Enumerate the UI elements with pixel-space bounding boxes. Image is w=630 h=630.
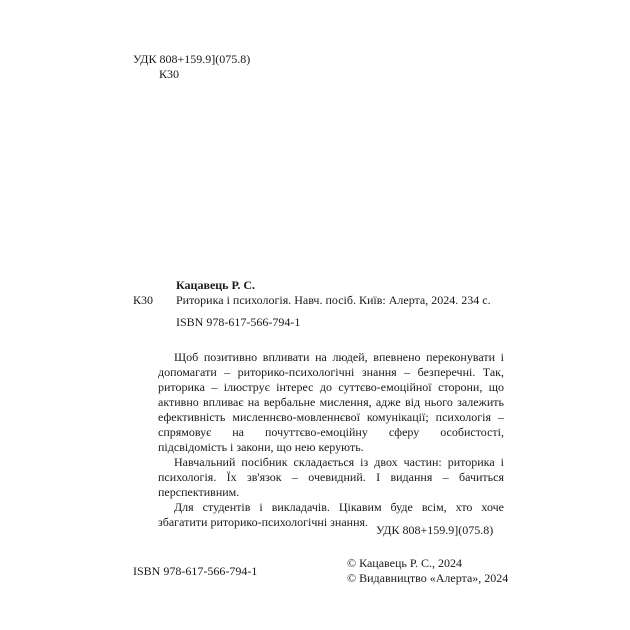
isbn-bottom: ISBN 978-617-566-794-1 — [133, 564, 258, 578]
catalog-title: Риторика і психологія. Навч. посіб. Київ: Алерта, 2024. 234 с. — [176, 293, 491, 307]
annotation-paragraph: Навчальний посібник складається із двох частин: риторика і психологія. Їх зв'язок – очевидний. І видання – бачиться перспективним. — [158, 455, 504, 499]
udk-code-bottom: УДК 808+159.9](075.8) — [376, 523, 494, 537]
udk-code: УДК 808+159.9](075.8) — [133, 52, 251, 66]
annotation — [158, 350, 504, 530]
annotation-paragraph: Щоб позитивно впливати на людей, впевнено переконувати і допомагати – риторико-психологічні знання – безперечні. Так, риторика – ілюструє інтерес до суттєво-емоційної сторони, що активно впливає на вербальне мислення, адже від нього залежить ефективність мисленнєво-мовленнєвої комунікації; психологія – спрямовує на почуттєво-емоційну сферу особистості, підсвідомість і закони, що нею керують. — [158, 350, 504, 454]
catalog-isbn: ISBN 978-617-566-794-1 — [176, 315, 301, 329]
catalog-author: Кацавець Р. С. — [176, 278, 256, 292]
copyright-publisher: © Видавництво «Алерта», 2024 — [347, 571, 509, 585]
copyright-author: © Кацавець Р. С., 2024 — [347, 556, 463, 570]
annotation-paragraph: Для студентів і викладачів. Цікавим буде всім, хто хоче збагатити риторико-психологічні знання. — [158, 500, 504, 529]
author-index: К30 — [159, 67, 180, 81]
catalog-author-index: К30 — [133, 293, 154, 307]
